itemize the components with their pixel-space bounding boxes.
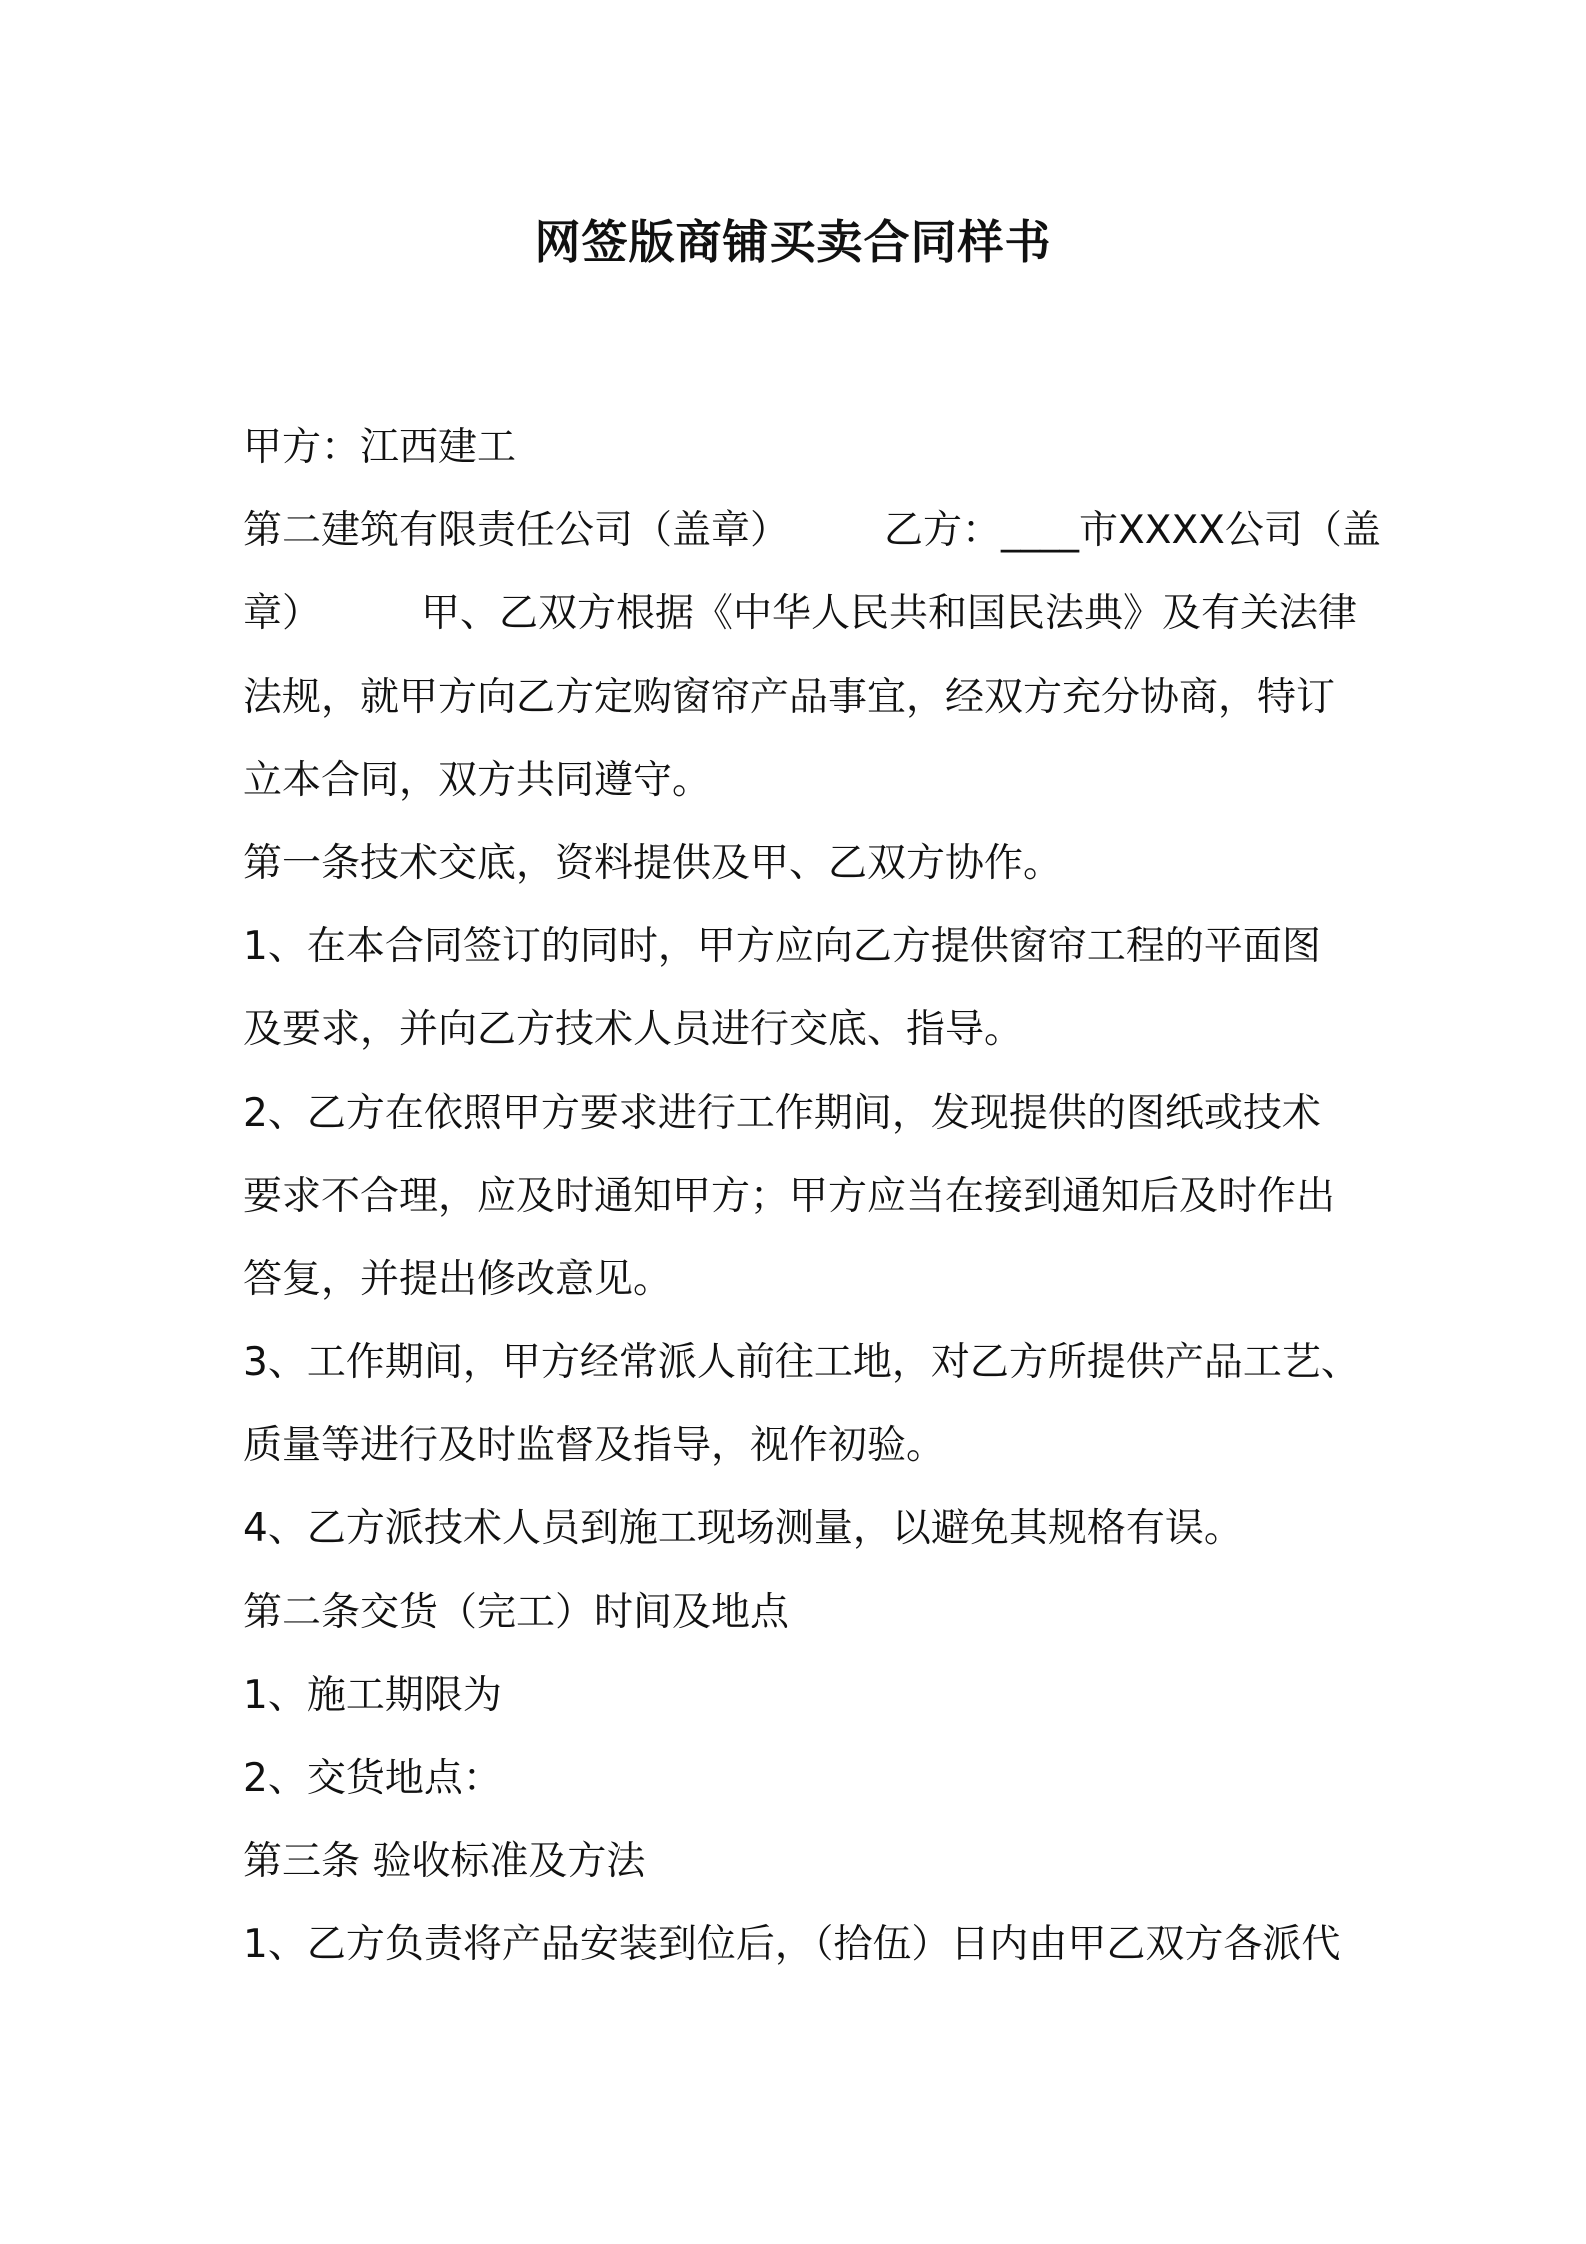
article-1-item-2b: 要求不合理，应及时通知甲方；甲方应当在接到通知后及时作出 bbox=[243, 1173, 1336, 1219]
document-title: 网签版商铺买卖合同样书 bbox=[534, 215, 1052, 269]
article-3-item-1: 1、乙方负责将产品安装到位后，（拾伍）日内由甲乙双方各派代 bbox=[243, 1922, 1341, 1968]
article-1-item-2a: 2、乙方在依照甲方要求进行工作期间，发现提供的图纸或技术 bbox=[243, 1090, 1321, 1136]
article-1-item-4: 4、乙方派技术人员到施工现场测量，以避免其规格有误。 bbox=[243, 1506, 1243, 1552]
article-1-item-1a: 1、在本合同签订的同时，甲方应向乙方提供窗帘工程的平面图 bbox=[243, 924, 1321, 970]
document-body bbox=[243, 406, 1381, 1987]
article-1-item-2c: 答复，并提出修改意见。 bbox=[243, 1256, 673, 1302]
intro-line-3: 立本合同，双方共同遵守。 bbox=[243, 757, 712, 803]
party-b-text: 乙方：____市XXXX公司（盖 bbox=[884, 508, 1381, 554]
seal-end-text: 章） bbox=[243, 591, 322, 637]
intro-line-2: 法规，就甲方向乙方定购窗帘产品事宜，经双方充分协商，特订 bbox=[243, 674, 1336, 720]
intro-text-1: 甲、乙双方根据《中华人民共和国民法典》及有关法律 bbox=[421, 591, 1358, 637]
article-3-heading: 第三条 验收标准及方法 bbox=[243, 1839, 646, 1885]
party-a-company: 第二建筑有限责任公司（盖章） bbox=[243, 508, 790, 554]
article-2-heading: 第二条交货（完工）时间及地点 bbox=[243, 1589, 790, 1635]
article-1-heading: 第一条技术交底，资料提供及甲、乙双方协作。 bbox=[243, 840, 1063, 886]
party-a-line bbox=[243, 406, 1358, 489]
article-2-item-2: 2、交货地点： bbox=[243, 1756, 502, 1801]
party-line-2 bbox=[243, 489, 1381, 572]
party-a-text: 甲方：江西建工 bbox=[243, 425, 517, 470]
intro-line-1 bbox=[243, 572, 1358, 655]
article-2-item-1: 1、施工期限为 bbox=[243, 1672, 502, 1718]
article-1-item-1b: 及要求，并向乙方技术人员进行交底、指导。 bbox=[243, 1007, 1024, 1053]
article-1-item-3a: 3、工作期间，甲方经常派人前往工地，对乙方所提供产品工艺、 bbox=[243, 1340, 1360, 1386]
article-1-item-3b: 质量等进行及时监督及指导，视作初验。 bbox=[243, 1423, 946, 1469]
